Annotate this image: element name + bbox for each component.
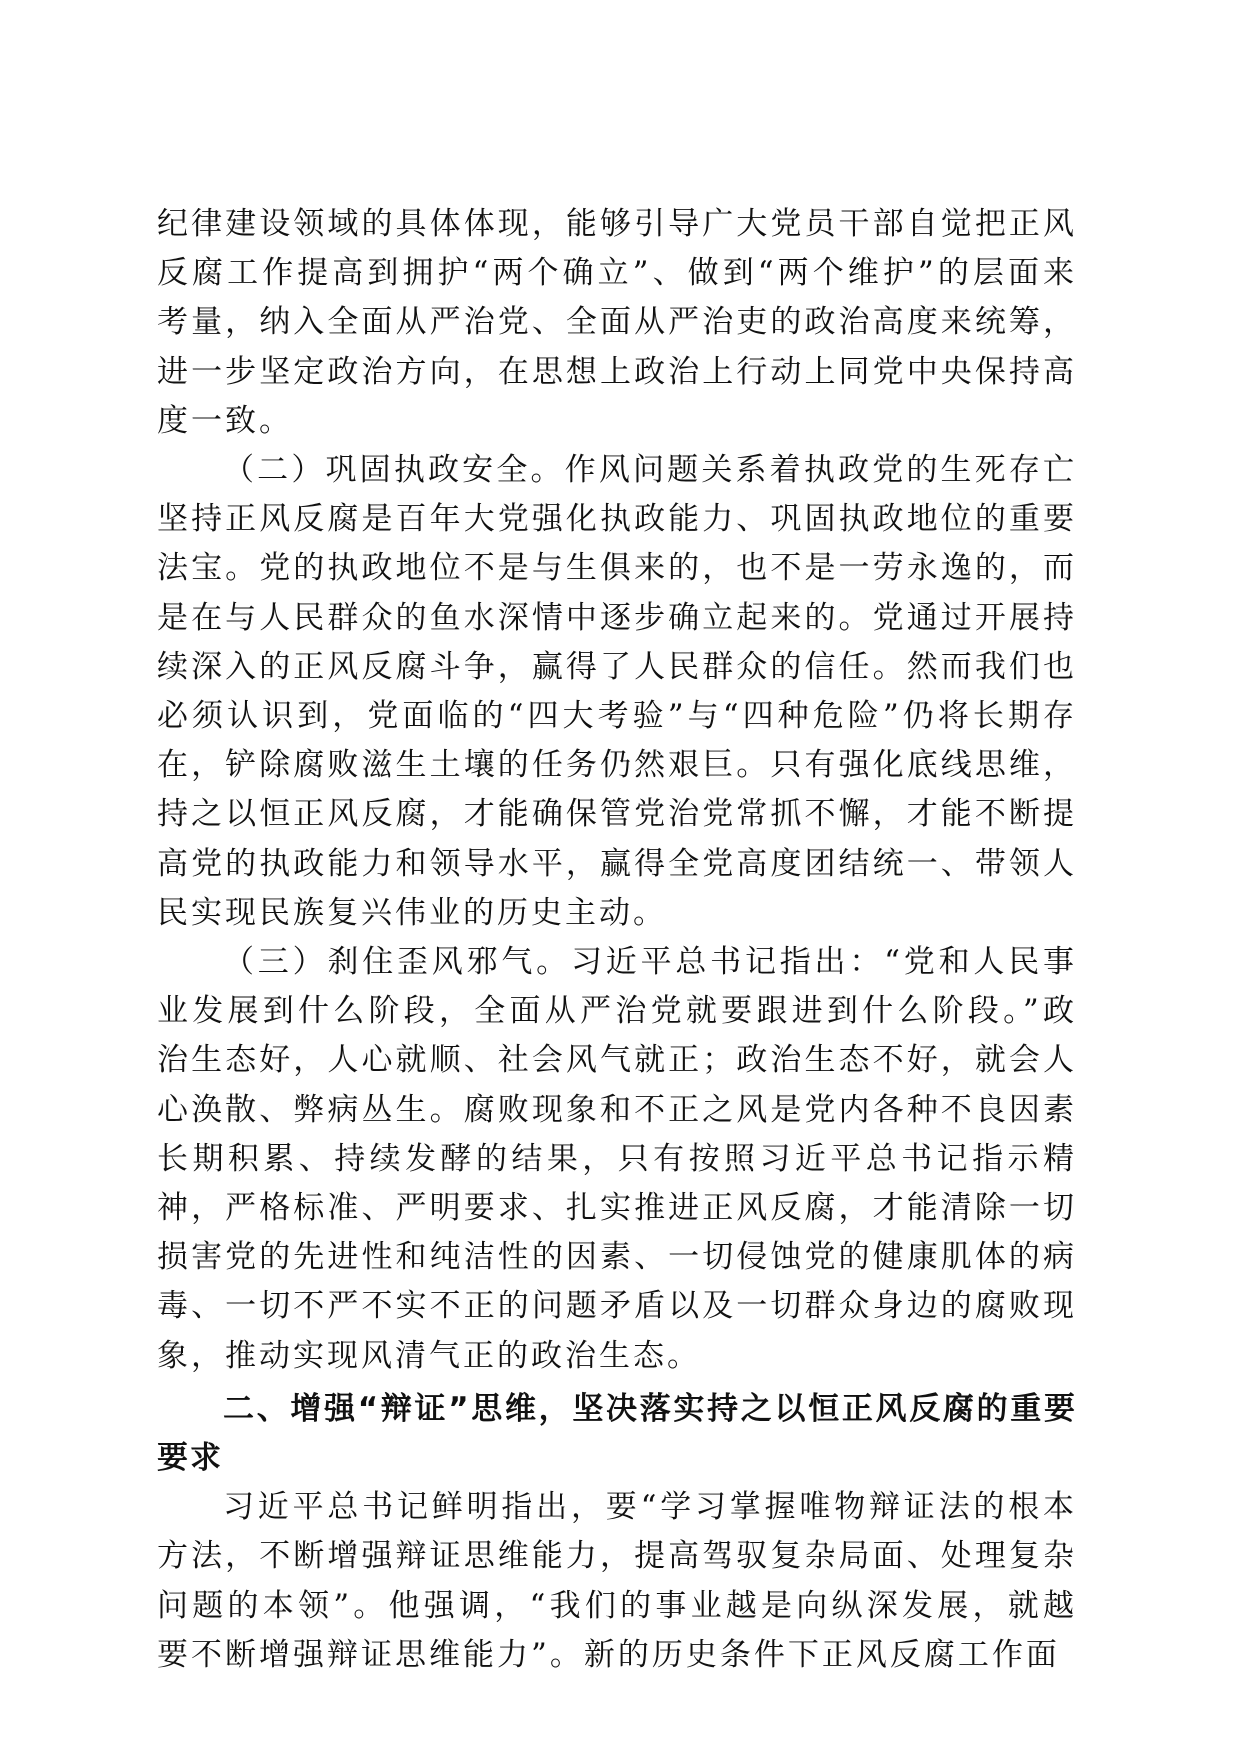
paragraph-curb-unhealthy-trends: （三）刹住歪风邪气。习近平总书记指出：“党和人民事业发展到什么阶段，全面从严治党就要跟进到什么阶段。”政治生态好，人心就顺、社会风气就正；政治生态不好，就会人心涣散、弊病丛生。腐败现象和不正之风是党内各种不良因素长期积累、持续发酵的结果，只有按照习近平总书记指示精神，严格标准、严明要求、扎实推进正风反腐，才能清除一切损害党的先进性和纯洁性的因素、一切侵蚀党的健康肌体的病毒、一切不严不实不正的问题矛盾以及一切群众身边的腐败现象，推动实现风清气正的政治生态。 (157, 944, 1077, 1374)
paragraph-dialectical-thinking-quote: 习近平总书记鲜明指出，要“学习掌握唯物辩证法的根本方法，不断增强辩证思维能力，提高驾驭复杂局面、处理复杂问题的本领”。他强调，“我们的事业越是向纵深发展，就越要不断增强辩证思维能力”。新的历史条件下正风反腐工作面 (157, 1489, 1077, 1673)
paragraph-consolidate-governance-security: （二）巩固执政安全。作风问题关系着执政党的生死存亡坚持正风反腐是百年大党强化执政能力、巩固执政地位的重要法宝。党的执政地位不是与生俱来的，也不是一劳永逸的，而是在与人民群众的鱼水深情中逐步确立起来的。党通过开展持续深入的正风反腐斗争，赢得了人民群众的信任。然而我们也必须认识到，党面临的“四大考验”与“四种危险”仍将长期存在，铲除腐败滋生土壤的任务仍然艰巨。只有强化底线思维，持之以恒正风反腐，才能确保管党治党常抓不懈，才能不断提高党的执政能力和领导水平，赢得全党高度团结统一、带领人民实现民族复兴伟业的历史主动。 (157, 452, 1077, 931)
paragraph-continuation: 纪律建设领域的具体体现，能够引导广大党员干部自觉把正风反腐工作提高到拥护“两个确立”、做到“两个维护”的层面来考量，纳入全面从严治党、全面从严治吏的政治高度来统筹，进一步坚定政治方向，在思想上政治上行动上同党中央保持高度一致。 (157, 206, 1077, 439)
section-heading-dialectical-thinking: 二、增强“辩证”思维，坚决落实持之以恒正风反腐的重要要求 (157, 1390, 1077, 1477)
document-body (157, 200, 1077, 1680)
